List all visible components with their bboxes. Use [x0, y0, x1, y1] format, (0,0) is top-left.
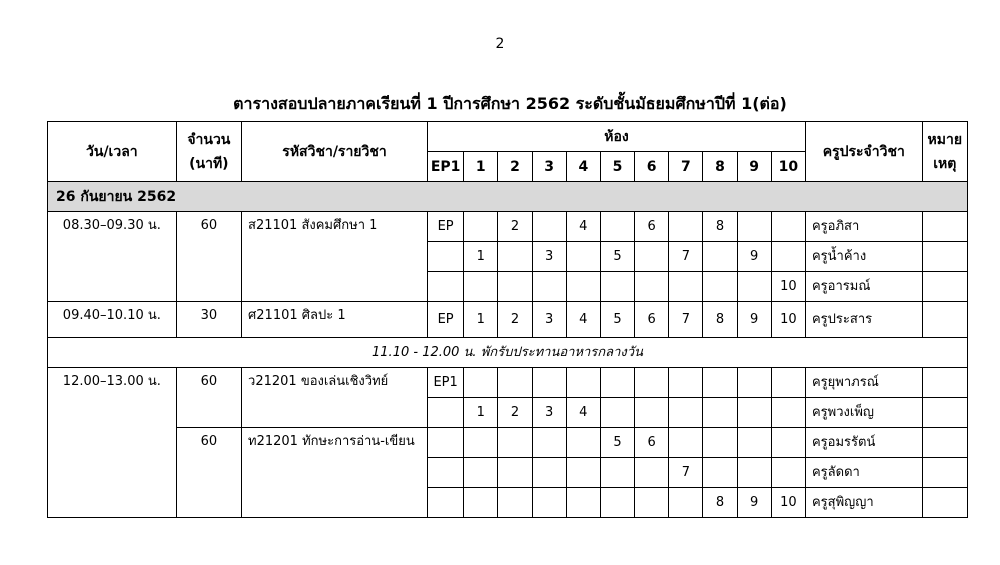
room-cell: [737, 272, 771, 302]
room-cell: 10: [771, 272, 805, 302]
session-subject: ศ21101 ศิลปะ 1: [242, 302, 428, 338]
header-duration: [176, 122, 241, 182]
room-cell: 6: [635, 428, 669, 458]
room-cell: [635, 398, 669, 428]
room-cell: 10: [771, 488, 805, 518]
exam-schedule-table: [47, 121, 968, 518]
lunch-break: 11.10 - 12.00 น. พักรับประทานอาหารกลางวัน: [48, 338, 968, 368]
room-cell: [464, 428, 498, 458]
remark-cell: [922, 272, 967, 302]
room-cell: 7: [669, 302, 703, 338]
room-cell: 5: [600, 242, 634, 272]
header-subject: รหัสวิชา/รายวิชา: [242, 122, 428, 182]
room-cell: [635, 242, 669, 272]
room-cell: [703, 398, 737, 428]
room-cell: [428, 272, 464, 302]
table-row: [48, 428, 968, 458]
room-cell: 3: [532, 242, 566, 272]
remark-cell: [922, 368, 967, 398]
teacher-name: ครูประสาร: [805, 302, 922, 338]
header-room-1: 1: [464, 152, 498, 182]
session-time: 08.30–09.30 น.: [48, 212, 177, 302]
teacher-name: ครูน้ำค้าง: [805, 242, 922, 272]
room-cell: 4: [566, 398, 600, 428]
header-room-0: EP1: [428, 152, 464, 182]
room-cell: [600, 458, 634, 488]
room-cell: 2: [498, 302, 532, 338]
room-cell: [771, 242, 805, 272]
room-cell: [771, 368, 805, 398]
session-minutes: 30: [176, 302, 241, 338]
room-cell: [737, 428, 771, 458]
page-number: 2: [495, 36, 505, 52]
room-cell: [669, 428, 703, 458]
room-cell: [498, 458, 532, 488]
room-cell: [737, 368, 771, 398]
room-cell: [428, 242, 464, 272]
remark-cell: [922, 302, 967, 338]
remark-cell: [922, 428, 967, 458]
room-cell: [464, 368, 498, 398]
room-cell: [635, 458, 669, 488]
room-cell: 9: [737, 242, 771, 272]
remark-cell: [922, 488, 967, 518]
table-row: [48, 368, 968, 398]
table-body: [48, 182, 968, 518]
room-cell: [464, 488, 498, 518]
teacher-name: ครูพวงเพ็ญ: [805, 398, 922, 428]
session-minutes: 60: [176, 368, 241, 428]
room-cell: [771, 458, 805, 488]
room-cell: 1: [464, 242, 498, 272]
room-cell: [771, 212, 805, 242]
header-room-7: 7: [669, 152, 703, 182]
room-cell: [532, 488, 566, 518]
header-duration-line1: จำนวน: [187, 131, 231, 148]
room-cell: [428, 398, 464, 428]
room-cell: [428, 428, 464, 458]
header-remark-line1: หมาย: [927, 131, 963, 148]
room-cell: [737, 458, 771, 488]
header-room-2: 2: [498, 152, 532, 182]
room-cell: [737, 398, 771, 428]
room-cell: [498, 428, 532, 458]
room-cell: [532, 458, 566, 488]
header-remark-line2: เหตุ: [933, 155, 957, 172]
room-cell: [566, 272, 600, 302]
room-cell: [669, 368, 703, 398]
remark-cell: [922, 398, 967, 428]
room-cell: [566, 488, 600, 518]
room-cell: EP: [428, 212, 464, 242]
room-cell: [669, 398, 703, 428]
room-cell: 9: [737, 488, 771, 518]
room-cell: 7: [669, 458, 703, 488]
session-time: 12.00–13.00 น.: [48, 368, 177, 518]
room-cell: 4: [566, 302, 600, 338]
header-teacher: ครูประจำวิชา: [805, 122, 922, 182]
header-room-4: 4: [566, 152, 600, 182]
room-cell: EP: [428, 302, 464, 338]
room-cell: 4: [566, 212, 600, 242]
session-minutes: 60: [176, 428, 241, 518]
room-cell: [532, 212, 566, 242]
room-cell: [566, 368, 600, 398]
room-cell: [566, 428, 600, 458]
room-cell: [464, 272, 498, 302]
room-cell: [600, 368, 634, 398]
room-cell: 1: [464, 398, 498, 428]
room-cell: 5: [600, 302, 634, 338]
room-cell: [428, 488, 464, 518]
room-cell: [464, 458, 498, 488]
teacher-name: ครูลัดดา: [805, 458, 922, 488]
room-cell: 3: [532, 302, 566, 338]
lunch-row: [48, 338, 968, 368]
room-cell: [635, 272, 669, 302]
session-subject: ส21101 สังคมศึกษา 1: [242, 212, 428, 302]
header-remark: [922, 122, 967, 182]
remark-cell: [922, 212, 967, 242]
teacher-name: ครูยุพาภรณ์: [805, 368, 922, 398]
teacher-name: ครูสุพิญญา: [805, 488, 922, 518]
room-cell: [703, 242, 737, 272]
page-title: ตารางสอบปลายภาคเรียนที่ 1 ปีการศึกษา 2562 ระดับชั้นมัธยมศึกษาปีที่ 1(ต่อ): [233, 94, 787, 113]
room-cell: [600, 272, 634, 302]
room-cell: [737, 212, 771, 242]
header-room-9: 9: [737, 152, 771, 182]
room-cell: 6: [635, 212, 669, 242]
room-cell: [600, 212, 634, 242]
room-cell: [498, 488, 532, 518]
header-room-3: 3: [532, 152, 566, 182]
room-cell: [771, 428, 805, 458]
room-cell: 3: [532, 398, 566, 428]
room-cell: 5: [600, 428, 634, 458]
room-cell: [566, 242, 600, 272]
table-row: [48, 302, 968, 338]
header-rooms: ห้อง: [428, 122, 806, 152]
teacher-name: ครูอารมณ์: [805, 272, 922, 302]
room-cell: 9: [737, 302, 771, 338]
room-cell: [669, 488, 703, 518]
room-cell: [532, 272, 566, 302]
room-cell: [566, 458, 600, 488]
header-datetime: วัน/เวลา: [48, 122, 177, 182]
session-subject: ว21201 ของเล่นเชิงวิทย์: [242, 368, 428, 428]
room-cell: [669, 272, 703, 302]
header-room-10: 10: [771, 152, 805, 182]
room-cell: [498, 272, 532, 302]
header-duration-line2: (นาที): [189, 155, 229, 172]
session-time: 09.40–10.10 น.: [48, 302, 177, 338]
room-cell: [532, 368, 566, 398]
room-cell: 7: [669, 242, 703, 272]
room-cell: 2: [498, 398, 532, 428]
room-cell: [464, 212, 498, 242]
room-cell: 8: [703, 302, 737, 338]
room-cell: 8: [703, 212, 737, 242]
room-cell: 10: [771, 302, 805, 338]
session-subject: ท21201 ทักษะการอ่าน-เขียน: [242, 428, 428, 518]
room-cell: [498, 242, 532, 272]
remark-cell: [922, 242, 967, 272]
room-cell: [600, 488, 634, 518]
room-cell: [703, 272, 737, 302]
room-cell: [703, 428, 737, 458]
session-minutes: 60: [176, 212, 241, 302]
room-cell: 6: [635, 302, 669, 338]
room-cell: [703, 458, 737, 488]
header-room-8: 8: [703, 152, 737, 182]
room-cell: [498, 368, 532, 398]
room-cell: [600, 398, 634, 428]
teacher-name: ครูอมรรัตน์: [805, 428, 922, 458]
room-cell: 2: [498, 212, 532, 242]
room-cell: [635, 368, 669, 398]
room-cell: 8: [703, 488, 737, 518]
header-room-6: 6: [635, 152, 669, 182]
teacher-name: ครูอภิสา: [805, 212, 922, 242]
room-cell: [532, 428, 566, 458]
room-cell: [428, 458, 464, 488]
room-cell: 1: [464, 302, 498, 338]
room-cell: [669, 212, 703, 242]
remark-cell: [922, 458, 967, 488]
room-cell: [635, 488, 669, 518]
room-cell: [703, 368, 737, 398]
date-row: [48, 182, 968, 212]
table-row: [48, 212, 968, 242]
date-label: 26 กันยายน 2562: [48, 182, 968, 212]
room-cell: [771, 398, 805, 428]
room-cell: EP1: [428, 368, 464, 398]
header-room-5: 5: [600, 152, 634, 182]
